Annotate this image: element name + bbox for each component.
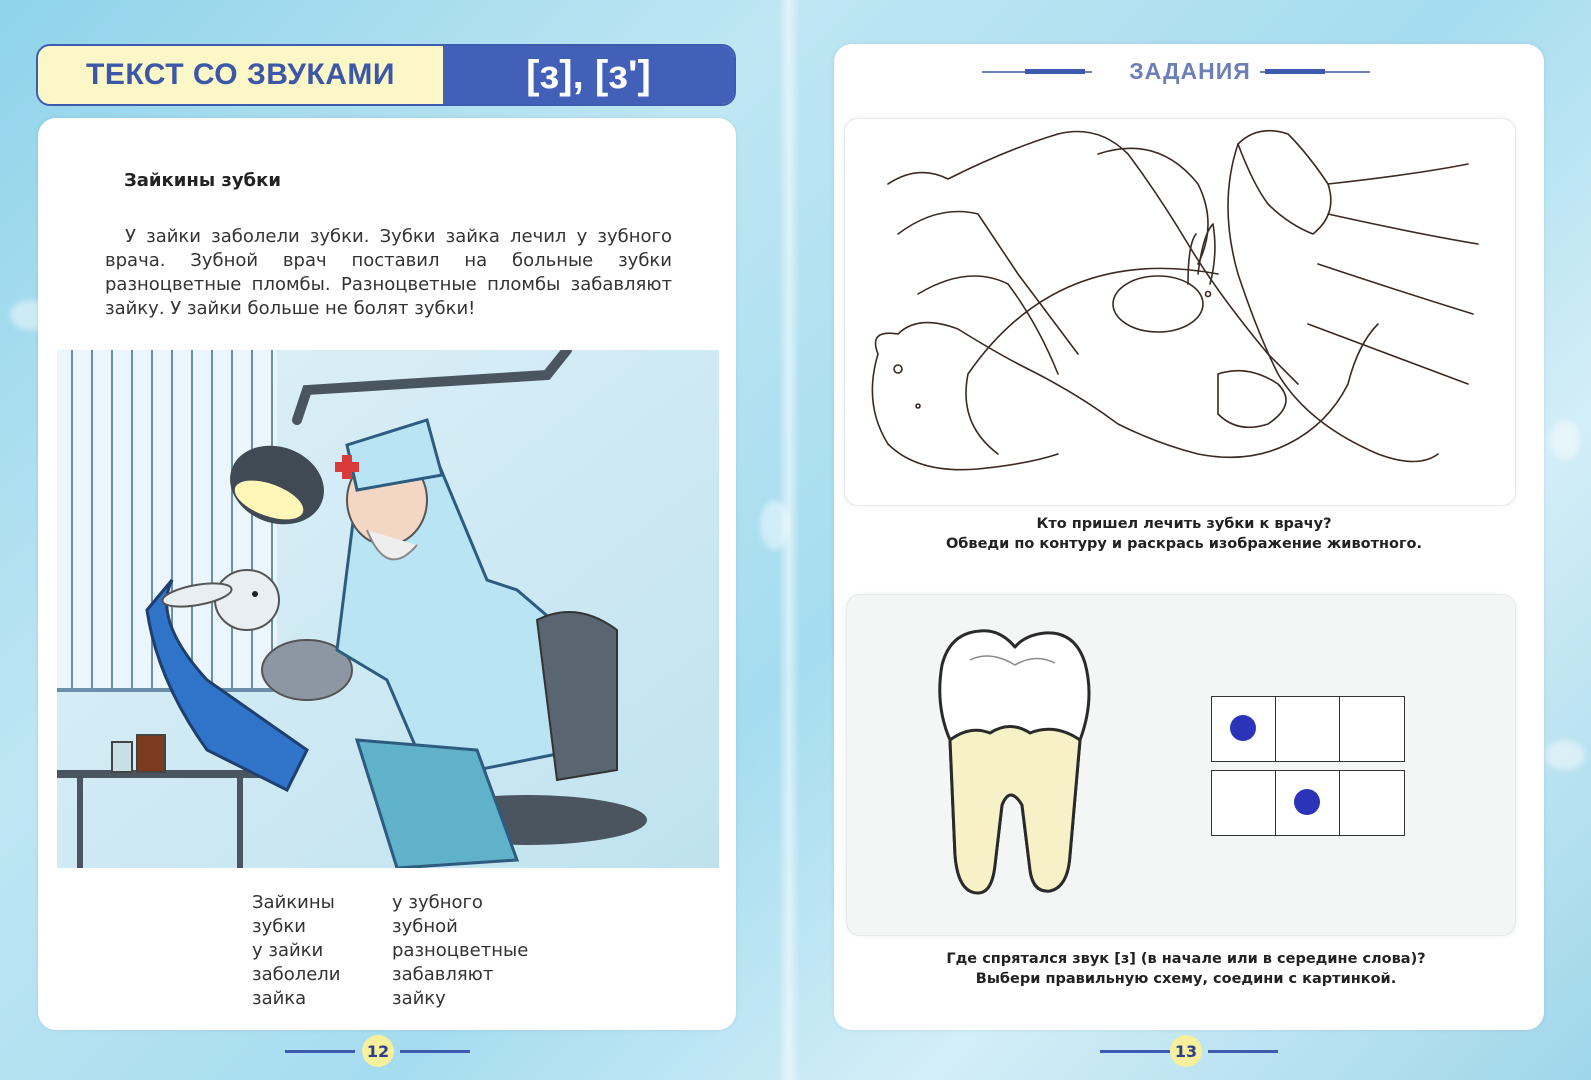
word-item: у зайки	[252, 940, 324, 961]
page-number-right: 13	[1170, 1035, 1202, 1067]
task2-caption	[846, 949, 1526, 989]
lesson-header	[36, 44, 736, 106]
word-item: зайка	[252, 988, 307, 1009]
task1-caption	[844, 514, 1524, 554]
snowflake-decoration	[1545, 740, 1585, 770]
lesson-header-title-box	[38, 46, 443, 104]
task1-caption-line1: Кто пришел лечить зубки к врачу?	[1036, 516, 1332, 532]
word-item: зайку	[392, 988, 446, 1009]
word-column-1	[252, 891, 341, 1011]
scheme-cell	[1212, 697, 1276, 761]
page-number-line	[400, 1050, 470, 1053]
word-item: зубной	[392, 916, 458, 937]
tasks-title: ЗАДАНИЯ	[1129, 58, 1251, 84]
tooth-icon[interactable]	[930, 625, 1100, 900]
overlapping-animals-outline[interactable]	[858, 124, 1498, 494]
task2-caption-line1: Где спрятался звук [з] (в начале или в середине слова)?	[946, 951, 1426, 967]
snowflake-decoration	[760, 500, 790, 550]
page-number-left: 12	[362, 1035, 394, 1067]
word-item: заболели	[252, 964, 341, 985]
page-number-line	[1100, 1050, 1170, 1053]
word-item: забавляют	[392, 964, 494, 985]
page-number-line	[285, 1050, 355, 1053]
sound-scheme-start[interactable]	[1211, 696, 1405, 762]
story-text: У зайки заболели зубки. Зубки зайка лечил у зубного врача. Зубной врач поставил на больные зубки разноцветные пломбы. Разноцветные пломбы забавляют зайку. У зайки больше не болят зубки!	[105, 226, 672, 319]
lesson-header-sounds-box	[443, 46, 734, 104]
sound-dot	[1230, 715, 1256, 741]
scheme-cell	[1212, 771, 1276, 835]
scheme-cell	[1340, 697, 1404, 761]
lesson-header-title: ТЕКСТ СО ЗВУКАМИ	[86, 58, 395, 91]
story-title: Зайкины зубки	[124, 170, 281, 191]
task1-caption-line2: Обведи по контуру и раскрась изображение животного.	[945, 536, 1423, 552]
title-decor-line	[1025, 69, 1085, 74]
scheme-cell	[1276, 771, 1340, 835]
word-item: зубки	[252, 916, 306, 937]
rabbit-dentist-illustration	[57, 350, 719, 868]
lesson-header-sounds: [з], [з']	[526, 52, 651, 97]
word-item: разноцветные	[392, 940, 529, 961]
page-number-line	[1208, 1050, 1278, 1053]
word-item: у зубного	[392, 892, 483, 913]
sound-dot	[1294, 789, 1320, 815]
word-item: Зайкины	[252, 892, 335, 913]
scheme-cell	[1340, 771, 1404, 835]
task2-caption-line2: Выбери правильную схему, соедини с картинкой.	[975, 971, 1397, 987]
snowflake-decoration	[1550, 420, 1580, 460]
word-column-2	[392, 891, 528, 1011]
scheme-cell	[1276, 697, 1340, 761]
sound-scheme-middle[interactable]	[1211, 770, 1405, 836]
